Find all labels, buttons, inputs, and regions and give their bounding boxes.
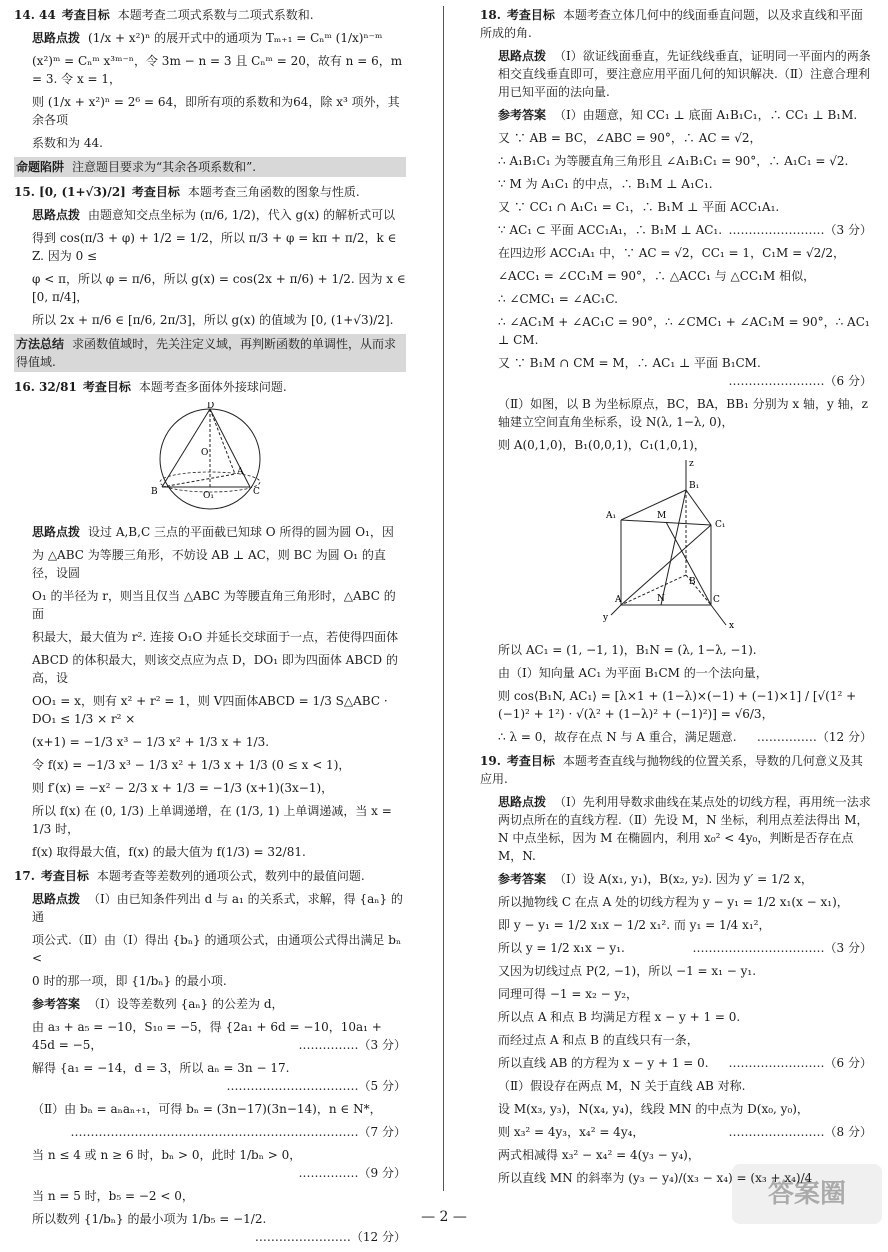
q18-goal-tag: 考查目标 [506, 8, 555, 22]
q16-goal-tag: 考查目标 [82, 380, 131, 394]
q19-line: 而经过点 A 和点 B 的直线只有一条， [498, 1033, 699, 1047]
q18-answer-tag: 参考答案 [498, 108, 547, 122]
q15-idea-tag: 思路点拨 [32, 208, 81, 222]
q19-line: 所以直线 AB 的方程为 x − y + 1 = 0. [498, 1056, 709, 1070]
right-column [480, 6, 872, 1193]
q19-points: ……………………（8 分） [728, 1125, 872, 1139]
prism-figure-svg [601, 460, 751, 630]
edge-b1a1 [621, 490, 686, 520]
edge-b1c1 [686, 490, 711, 525]
q18-line: 则 A(0,1,0)，B₁(0,0,1)，C₁(1,0,1)， [498, 438, 706, 452]
q16-block [14, 378, 406, 861]
q16-line: 设过 A,B,C 三点的平面截已知球 O 所得的圆为圆 O₁，因 [88, 525, 394, 539]
q17-points: ……………………………（5 分） [226, 1079, 406, 1093]
q14-number: 14. 44 [14, 8, 56, 22]
q17-line: （Ⅱ）由 bₙ = aₙaₙ₊₁，可得 bₙ = (3n−17)(3n−14)，n ∈ N*， [32, 1102, 382, 1116]
q18-line: ∴ ∠CMC₁ = ∠AC₁C. [498, 292, 618, 306]
q18-line: ∴ A₁B₁C₁ 为等腰直角三角形且 ∠A₁B₁C₁ = 90°，∴ A₁C₁ = √2. [498, 154, 849, 168]
q19-line: 同理可得 −1 = x₂ − y₂， [498, 987, 639, 1001]
q16-line: 为 △ABC 为等腰三角形，不妨设 AB ⊥ AC，则 BC 为圆 O₁ 的直径，设圆 [32, 548, 386, 580]
q17-goal-tag: 考查目标 [40, 869, 89, 883]
q19-line: 则 x₃² = 4y₃，x₄² = 4y₄， [498, 1125, 645, 1139]
q18-line: 又 ∵ CC₁ ∩ A₁C₁ = C₁，∴ B₁M ⊥ 平面 ACC₁A₁. [498, 200, 780, 214]
q19-line: 所以 y = 1/2 x₁x − y₁. [498, 941, 625, 955]
q16-line: f(x) 取得最大值，f(x) 的最大值为 f(1/3) = 32/81. [32, 845, 306, 859]
q18-line: 又 ∵ AB = BC，∠ABC = 90°，∴ AC = √2， [498, 131, 762, 145]
label-a1: A₁ [606, 511, 617, 521]
q18-points: ……………………（6 分） [728, 374, 872, 388]
y-axis [611, 605, 621, 615]
label-m: M [657, 511, 667, 521]
x-axis [711, 605, 726, 625]
prism-figure [480, 460, 872, 635]
q14-idea-tag: 思路点拨 [32, 31, 81, 45]
q18-goal: 本题考查立体几何中的线面垂直问题，以及求直线和平面所成的角. [480, 8, 863, 40]
left-column [14, 6, 406, 1252]
q16-idea-tag: 思路点拨 [32, 525, 81, 539]
q16-line: OO₁ = x，则有 x² + r² = 1，则 V四面体ABCD = 1/3 S△ABC · DO₁ ≤ 1/3 × r² × [32, 694, 388, 726]
q19-line: （Ⅰ）设 A(x₁, y₁)，B(x₂, y₂). 因为 y′ = 1/2 x， [554, 872, 813, 886]
label-b: B [689, 577, 696, 587]
segment-ac1 [621, 525, 711, 605]
q18-line: 又 ∵ B₁M ∩ CM = M，∴ AC₁ ⊥ 平面 B₁CM. [498, 356, 761, 370]
q17-goal: 本题考查等差数列的通项公式，数列中的最值问题. [96, 869, 365, 883]
q19-number: 19. [480, 754, 501, 768]
q16-line: 积最大，最大值为 r². 连接 O₁O 并延长交球面于一点，若使得四面体 [32, 630, 399, 644]
q14-line: (x²)ᵐ = Cₙᵐ x³ᵐ⁻ⁿ，令 3m − n = 3 且 Cₙᵐ = 20，故有 n = 6，m = 3. 令 x = 1， [32, 54, 403, 86]
q18-block [480, 6, 872, 746]
label-o1: O₁ [203, 491, 214, 501]
q19-points: ……………………………（3 分） [692, 941, 872, 955]
label-c: C [253, 487, 260, 497]
q15-summary-tag: 方法总结 [16, 337, 65, 351]
label-a: A [615, 595, 622, 605]
q18-line: ∠ACC₁ = ∠CC₁M = 90°，∴ △ACC₁ 与 △CC₁M 相似， [498, 269, 816, 283]
q16-goal: 本题考查多面体外接球问题. [138, 380, 287, 394]
sphere-tetrahedron-figure [14, 402, 406, 517]
q16-line: O₁ 的半径为 r，则当且仅当 △ABC 为等腰直角三角形时，△ABC 的面 [32, 589, 396, 621]
q18-line: ∵ M 为 A₁C₁ 的中点，∴ B₁M ⊥ A₁C₁. [498, 177, 713, 191]
edge-dc [210, 409, 250, 487]
sphere-figure-svg [145, 402, 275, 512]
q18-line: ∴ ∠AC₁M + ∠AC₁C = 90°，∴ ∠CMC₁ + ∠AC₁M = 90°，∴ AC₁ ⊥ CM. [498, 315, 870, 347]
q15-line: 所以 2x + π/6 ∈ [π/6, 2π/3]，所以 g(x) 的值域为 [0, (1+√3)/2]. [32, 313, 394, 327]
q18-line: （Ⅰ）由题意，知 CC₁ ⊥ 底面 A₁B₁C₁，∴ CC₁ ⊥ B₁M. [554, 108, 858, 122]
q17-number: 17. [14, 869, 35, 883]
q17-line: 当 n ≤ 4 或 n ≥ 6 时，bₙ > 0，此时 1/bₙ > 0， [32, 1148, 302, 1162]
label-b1: B₁ [689, 481, 700, 491]
q14-goal: 本题考查二项式系数与二项式系数和. [117, 8, 314, 22]
q15-block [14, 183, 406, 372]
q15-summary: 求函数值域时，先关注定义域，再判断函数的单调性，从而求得值域. [16, 337, 397, 369]
q14-line: (1/x + x²)ⁿ 的展开式中的通项为 Tₘ₊₁ = Cₙᵐ (1/x)ⁿ⁻ᵐ [88, 31, 383, 45]
q19-line: 即 y − y₁ = 1/2 x₁x − 1/2 x₁². 而 y₁ = 1/4 x₁²， [498, 918, 771, 932]
q19-line: （Ⅱ）假设存在两点 M，N 关于直线 AB 对称. [498, 1079, 746, 1093]
q18-idea: （Ⅰ）欲证线面垂直，先证线线垂直，证明同一平面内的两条相交直线垂直即可，要注意应用平面几何的知识解决.（Ⅱ）注意合理利用已知平面的法向量. [498, 49, 871, 99]
q19-points: ……………………（6 分） [728, 1056, 872, 1070]
q17-line: 解得 {a₁ = −14，d = 3，所以 aₙ = 3n − 17. [32, 1061, 290, 1075]
segment-b1n [661, 490, 686, 605]
q18-number: 18. [480, 8, 501, 22]
q19-block [480, 752, 872, 1187]
q15-goal: 本题考查三角函数的图象与性质. [187, 185, 360, 199]
q17-line: 项公式.（Ⅱ）由（Ⅰ）得出 {bₙ} 的通项公式，由通项公式得出满足 bₙ < [32, 933, 402, 965]
q14-line: 则 (1/x + x²)ⁿ = 2⁶ = 64，即所有项的系数和为64，除 x³ 项外，其余各项 [32, 95, 400, 127]
q19-idea-tag: 思路点拨 [498, 795, 547, 809]
page-number: — 2 — [421, 1209, 467, 1225]
q14-goal-tag: 考查目标 [61, 8, 110, 22]
q18-line: ∵ AC₁ ⊂ 平面 ACC₁A₁，∴ B₁M ⊥ AC₁. [498, 223, 723, 237]
label-b: B [151, 487, 158, 497]
q16-number: 16. 32/81 [14, 380, 77, 394]
q16-line: ABCD 的体积最大，则该交点应为点 D，DO₁ 即为四面体 ABCD 的高，设 [32, 653, 398, 685]
q17-points: ……………………（12 分） [254, 1230, 406, 1244]
q19-line: 所以抛物线 C 在点 A 处的切线方程为 y − y₁ = 1/2 x₁(x − x₁)， [498, 895, 849, 909]
q17-answer-tag: 参考答案 [32, 997, 81, 1011]
segment-mc [666, 522, 711, 605]
q17-line: 当 n = 5 时，b₅ = −2 < 0， [32, 1189, 194, 1203]
edge-da [210, 409, 235, 474]
q18-line: 由（Ⅰ）知向量 AC₁ 为平面 B₁CM 的一个法向量， [498, 666, 768, 680]
q18-idea-tag: 思路点拨 [498, 49, 547, 63]
q14-trap-tag: 命题陷阱 [16, 160, 65, 174]
q15-line: 得到 cos(π/3 + φ) + 1/2 = 1/2，所以 π/3 + φ = kπ + π/2，k ∈ Z. 因为 0 ≤ [32, 231, 397, 263]
q14-block [14, 6, 406, 177]
q19-line: 设 M(x₃, y₃)，N(x₄, y₄)，线段 MN 的中点为 D(x₀, y₀)， [498, 1102, 809, 1116]
q19-line: 所以点 A 和点 B 均满足方程 x − y + 1 = 0. [498, 1010, 741, 1024]
q19-idea: （Ⅰ）先利用导数求曲线在某点处的切线方程，再用统一法求两切点所在的直线方程.（Ⅱ）先设 M，N 坐标，利用点差法得出 M，N 中点坐标，因为 M 在椭圆内，利用 x₀² < 4y₀，判断是否存在点 M，N. [498, 795, 871, 863]
q18-line: 在四边形 ACC₁A₁ 中，∵ AC = √2，CC₁ = 1，C₁M = √2/2， [498, 246, 845, 260]
q15-number: 15. [0, (1+√3)/2] [14, 185, 126, 199]
q15-goal-tag: 考查目标 [131, 185, 180, 199]
q18-line: （Ⅱ）如图，以 B 为坐标原点，BC，BA，BB₁ 分别为 x 轴，y 轴，z 轴建立空间直角坐标系，设 N(λ, 1−λ, 0)， [498, 397, 868, 429]
label-d: D [207, 402, 215, 411]
q17-points: ……………（9 分） [298, 1166, 406, 1180]
label-c: C [713, 595, 720, 605]
label-a: A [237, 467, 244, 477]
label-c1: C₁ [715, 520, 726, 530]
q17-points: ………………………………………………………………（7 分） [70, 1125, 406, 1139]
q15-line: φ < π，所以 φ = π/6，所以 g(x) = cos(2x + π/6) + 1/2. 因为 x ∈ [0, π/4]， [32, 272, 406, 304]
q16-line: 令 f(x) = −1/3 x³ − 1/3 x² + 1/3 x + 1/3 (0 ≤ x < 1)， [32, 758, 351, 772]
label-y: y [603, 613, 609, 623]
q17-points: ……………（3 分） [298, 1038, 406, 1052]
edge-ba [162, 474, 235, 487]
label-x: x [729, 621, 735, 630]
q18-line: 所以 AC₁ = (1, −1, 1)，B₁N = (λ, 1−λ, −1). [498, 643, 757, 657]
q17-line: （Ⅰ）设等差数列 {aₙ} 的公差为 d， [88, 997, 284, 1011]
column-divider [443, 6, 444, 1191]
q19-line: 所以直线 MN 的斜率为 (y₃ − y₄)/(x₃ − x₄) = (x₃ + x₄)/4 [498, 1171, 813, 1185]
q19-line: 两式相减得 x₃² − x₄² = 4(y₃ − y₄)， [498, 1148, 700, 1162]
q18-points: ……………………（3 分） [728, 223, 872, 237]
q19-goal: 本题考查直线与抛物线的位置关系，导数的几何意义及其应用. [480, 754, 863, 786]
q17-line: 由 a₃ + a₅ = −10，S₁₀ = −5，得 {2a₁ + 6d = −10，10a₁ + 45d = −5， [32, 1020, 382, 1052]
q19-answer-tag: 参考答案 [498, 872, 547, 886]
q14-trap: 注意题目要求为“其余各项系数和”. [72, 160, 257, 174]
q14-line: 系数和为 44. [32, 136, 103, 150]
edge-ba [621, 575, 686, 605]
q17-line: 0 时的那一项，即 {1/bₙ} 的最小项. [32, 974, 227, 988]
q19-goal-tag: 考查目标 [506, 754, 555, 768]
q17-line: （Ⅰ）由已知条件列出 d 与 a₁ 的关系式，求解，得 {aₙ} 的通 [32, 892, 403, 924]
q17-line: 所以数列 {1/bₙ} 的最小项为 1/b₅ = −1/2. [32, 1212, 267, 1226]
q15-line: 由题意知交点坐标为 (π/6, 1/2)，代入 g(x) 的解析式可以 [88, 208, 396, 222]
q18-line: 则 cos⟨B₁N, AC₁⟩ = [λ×1 + (1−λ)×(−1) + (−1)×1] / [√(1² + (−1)² + 1²) · √(λ² + (1−λ)² + (−1)²)] = √6/3， [498, 689, 857, 721]
q16-line: 则 f′(x) = −x² − 2/3 x + 1/3 = −1/3 (x+1)(3x−1)， [32, 781, 334, 795]
q16-line: (x+1) = −1/3 x³ − 1/3 x² + 1/3 x + 1/3. [32, 735, 270, 749]
label-o: O [201, 448, 209, 458]
q16-line: 所以 f(x) 在 (0, 1/3) 上单调递增，在 (1/3, 1) 上单调递减，当 x = 1/3 时， [32, 804, 392, 836]
q18-line: ∴ λ = 0，故存在点 N 与 A 重合，满足题意. [498, 730, 737, 744]
label-n: N [657, 594, 665, 604]
q17-idea-tag: 思路点拨 [32, 892, 81, 906]
label-z: z [689, 460, 694, 469]
q18-points: ……………（12 分） [756, 730, 872, 744]
watermark-logo: 答案圈 [732, 1164, 882, 1224]
q17-block [14, 867, 406, 1246]
q19-line: 又因为切线过点 P(2, −1)，所以 −1 = x₁ − y₁. [498, 964, 757, 978]
